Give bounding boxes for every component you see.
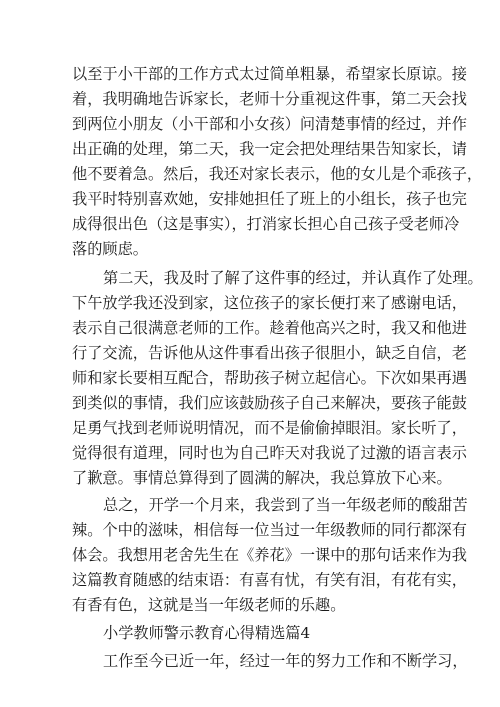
text-line: 成得很出色（这是事实），打消家长担心自己孩子受老师冷 [72,215,460,233]
text-line: 这篇教育随感的结束语：有喜有忧，有笑有泪，有花有实， [72,571,467,589]
text-line: 觉得很有道理，同时也为自己昨天对我说了过激的语言表示 [72,444,467,462]
paragraph-first-line: 总之，开学一个月来，我尝到了当一年级老师的酸甜苦 [103,496,468,514]
text-line: 到两位小朋友（小干部和小女孩）问清楚事情的经过，并作 [72,115,467,133]
text-line: 着，我明确地告诉家长，老师十分重视这件事，第二天会找 [72,90,467,108]
section-heading: 小学教师警示教育心得精选篇4 [103,624,311,642]
text-line: 我平时特别喜欢她，安排她担任了班上的小组长，孩子也完 [72,190,467,208]
text-line: 了歉意。事情总算得到了圆满的解决，我总算放下心来。 [72,469,452,487]
text-line: 以至于小干部的工作方式太过简单粗暴，希望家长原谅。接 [72,65,467,83]
text-line: 下午放学我还没到家，这位孩子的家长便打来了感谢电话， [72,294,467,312]
text-line: 行了交流，告诉他从这件事看出孩子很胆小，缺乏自信，老 [72,344,467,362]
text-line: 表示自己很满意老师的工作。趁着他高兴之时，我又和他进 [72,319,467,337]
text-line: 他不要着急。然后，我还对家长表示，他的女儿是个乖孩子， [72,165,483,183]
text-line: 到类似的事情，我们应该鼓励孩子自己来解决，要孩子能鼓 [72,394,467,412]
text-line: 师和家长要相互配合，帮助孩子树立起信心。下次如果再遇 [72,369,467,387]
text-line: 足勇气找到老师说明情况，而不是偷偷掉眼泪。家长听了， [72,419,467,437]
paragraph-first-line: 工作至今已近一年，经过一年的努力工作和不断学习， [103,652,468,670]
text-line: 出正确的处理，第二天，我一定会把处理结果告知家长，请 [72,140,467,158]
text-line: 体会。我想用老舍先生在《养花》一课中的那句话来作为我 [72,546,467,564]
text-line: 辣。个中的滋味，相信每一位当过一年级教师的同行都深有 [72,521,467,539]
text-line: 落的顾虑。 [72,240,148,258]
paragraph-first-line: 第二天，我及时了解了这件事的经过，并认真作了处理。 [103,269,483,287]
text-line: 有香有色，这就是当一年级老师的乐趣。 [72,596,346,614]
